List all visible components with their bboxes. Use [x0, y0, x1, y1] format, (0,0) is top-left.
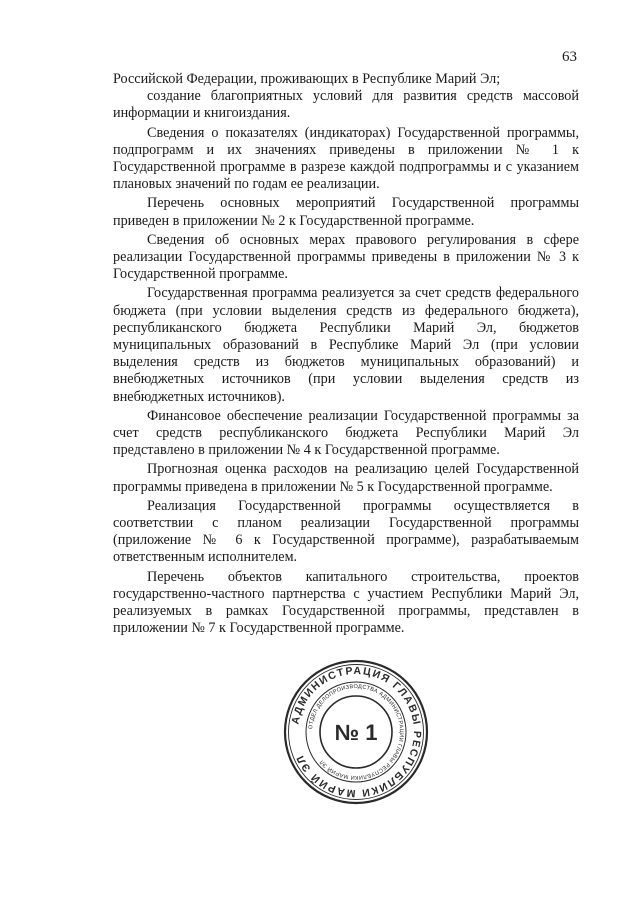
stamp-inner-text: ОТДЕЛ ДЕЛОПРОИЗВОДСТВА АДМИНИСТРАЦИИ ГЛАВЫ РЕСПУБЛИКИ МАРИЙ ЭЛ	[308, 683, 405, 781]
stamp-center-text: № 1	[334, 720, 378, 745]
paragraph: Финансовое обеспечение реализации Государственной программы за счет средств республиканского бюджета Республики Марий Эл представлено в приложении № 4 к Государственной программе.	[113, 407, 579, 459]
paragraph: Государственная программа реализуется за счет средств федерального бюджета (при условии выделения средств из федерального бюджета), республиканского бюджета Республики Марий Эл, бюджетов муниципальных образований в Республике Марий Эл (при условии выделения средств из бюджетов муниципальных образований) и внебюджетных источников (при условии выделения средств из внебюджетных источников).	[113, 285, 579, 405]
paragraph: Российской Федерации, проживающих в Республике Марий Эл;	[113, 71, 501, 87]
paragraph: Сведения о показателях (индикаторах) Государственной программы, подпрограмм и их значениях приведены в приложении № 1 к Государственной программе в разрезе каждой подпрограммы и с указанием плановых значений по годам ее реализации.	[113, 124, 579, 193]
paragraph: Перечень объектов капитального строительства, проектов государственно-частного партнерства с участием Республики Марий Эл, реализуемых в рамках Государственной программы, представлен в приложении № 7 к Государственной программе.	[113, 568, 579, 637]
paragraph: создание благоприятных условий для развития средств массовой информации и книгоиздания.	[113, 88, 579, 122]
stamp-outer-text: АДМИНИСТРАЦИЯ ГЛАВЫ РЕСПУБЛИКИ МАРИЙ ЭЛ	[289, 664, 424, 800]
paragraph: Сведения об основных мерах правового регулирования в сфере реализации Государственной программы приведены в приложении № 3 к Государственной программе.	[113, 231, 579, 283]
paragraph: Перечень основных мероприятий Государственной программы приведен в приложении № 2 к Государственной программе.	[113, 195, 579, 229]
stamp-seal-icon	[282, 658, 430, 806]
paragraph: Реализация Государственной программы осуществляется в соответствии с планом реализации Государственной программы (приложение № 6 к Государственной программе), разрабатываемым ответственным исполнителем.	[113, 497, 579, 566]
document-body	[113, 71, 579, 638]
page-number: 63	[562, 49, 577, 65]
official-stamp	[282, 658, 430, 806]
paragraph: Прогнозная оценка расходов на реализацию целей Государственной программы приведена в приложении № 5 к Государственной программе.	[113, 461, 579, 495]
